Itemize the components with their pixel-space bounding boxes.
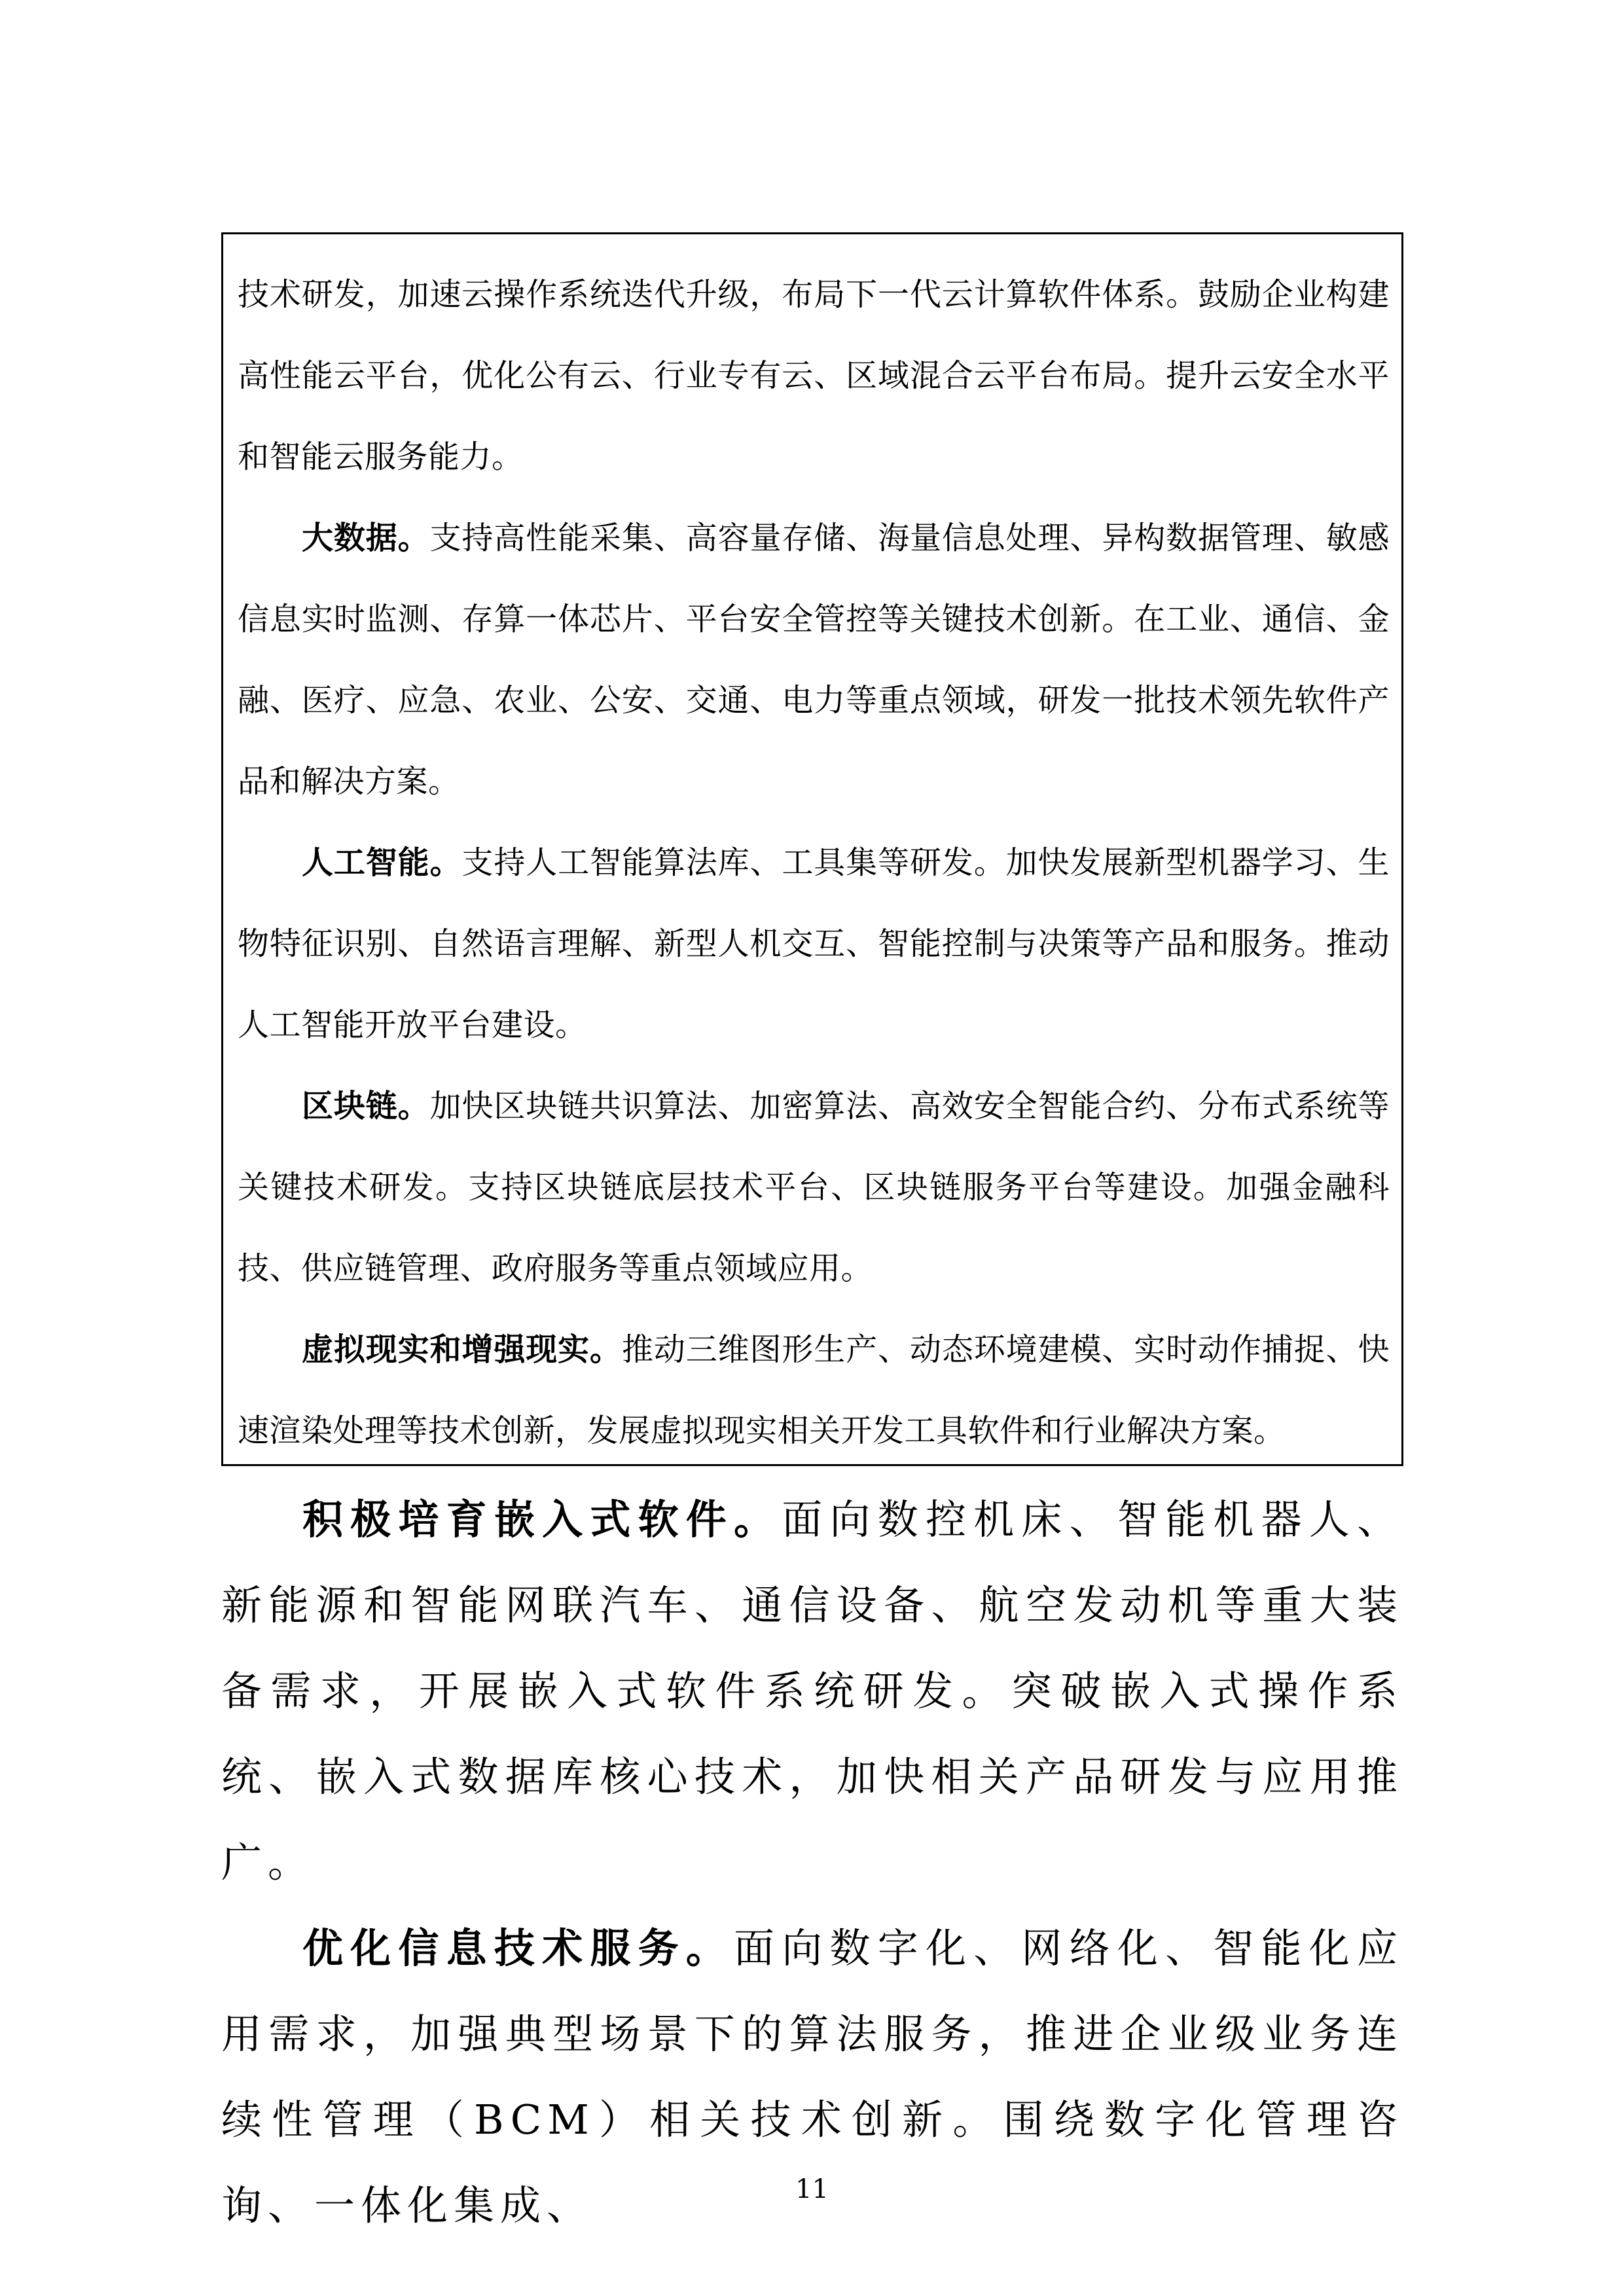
boxed-section — [221, 232, 1403, 1466]
body-paragraph-lead: 积极培育嵌入式软件。 — [302, 1496, 782, 1543]
box-paragraph-vr-ar — [238, 1309, 1390, 1471]
body-paragraph-text: 面向数控机床、智能机器人、新能源和智能网联汽车、通信设备、航空发动机等重大装备需求，开展嵌入式软件系统研发。突破嵌入式操作系统、嵌入式数据库核心技术，加快相关产品研发与应用推广。 — [221, 1496, 1403, 1886]
box-paragraph-ai — [238, 822, 1390, 1066]
box-paragraph-lead: 人工智能。 — [302, 844, 462, 881]
box-paragraph-cloud — [238, 254, 1390, 497]
box-paragraph-lead: 虚拟现实和增强现实。 — [302, 1331, 622, 1368]
box-paragraph-text: 支持人工智能算法库、工具集等研发。加快发展新型机器学习、生物特征识别、自然语言理解、新型人机交互、智能控制与决策等产品和服务。推动人工智能开放平台建设。 — [238, 844, 1390, 1043]
body-text — [221, 1477, 1403, 2248]
box-paragraph-text: 推动三维图形生产、动态环境建模、实时动作捕捉、快速渲染处理等技术创新，发展虚拟现实相关开发工具软件和行业解决方案。 — [238, 1331, 1390, 1449]
box-paragraph-lead: 区块链。 — [302, 1088, 430, 1124]
box-paragraph-text: 技术研发，加速云操作系统迭代升级，布局下一代云计算软件体系。鼓励企业构建高性能云平台，优化公有云、行业专有云、区域混合云平台布局。提升云安全水平和智能云服务能力。 — [238, 276, 1390, 475]
box-paragraph-big-data — [238, 497, 1390, 822]
box-paragraph-text: 支持高性能采集、高容量存储、海量信息处理、异构数据管理、敏感信息实时监测、存算一体芯片、平台安全管控等关键技术创新。在工业、通信、金融、医疗、应急、农业、公安、交通、电力等重点领域，研发一批技术领先软件产品和解决方案。 — [238, 520, 1390, 800]
body-paragraph-text: 面向数字化、网络化、智能化应用需求，加强典型场景下的算法服务，推进企业级业务连续性管理（BCM）相关技术创新。围绕数字化管理咨询、一体化集成、 — [221, 1924, 1403, 2229]
body-paragraph-lead: 优化信息技术服务。 — [302, 1924, 734, 1972]
box-paragraph-text: 加快区块链共识算法、加密算法、高效安全智能合约、分布式系统等关键技术研发。支持区块链底层技术平台、区块链服务平台等建设。加强金融科技、供应链管理、政府服务等重点领域应用。 — [238, 1088, 1390, 1287]
box-paragraph-blockchain — [238, 1066, 1390, 1309]
page-number: 11 — [795, 2174, 829, 2204]
box-paragraph-lead: 大数据。 — [302, 520, 430, 556]
body-paragraph-embedded-software — [221, 1477, 1403, 1905]
